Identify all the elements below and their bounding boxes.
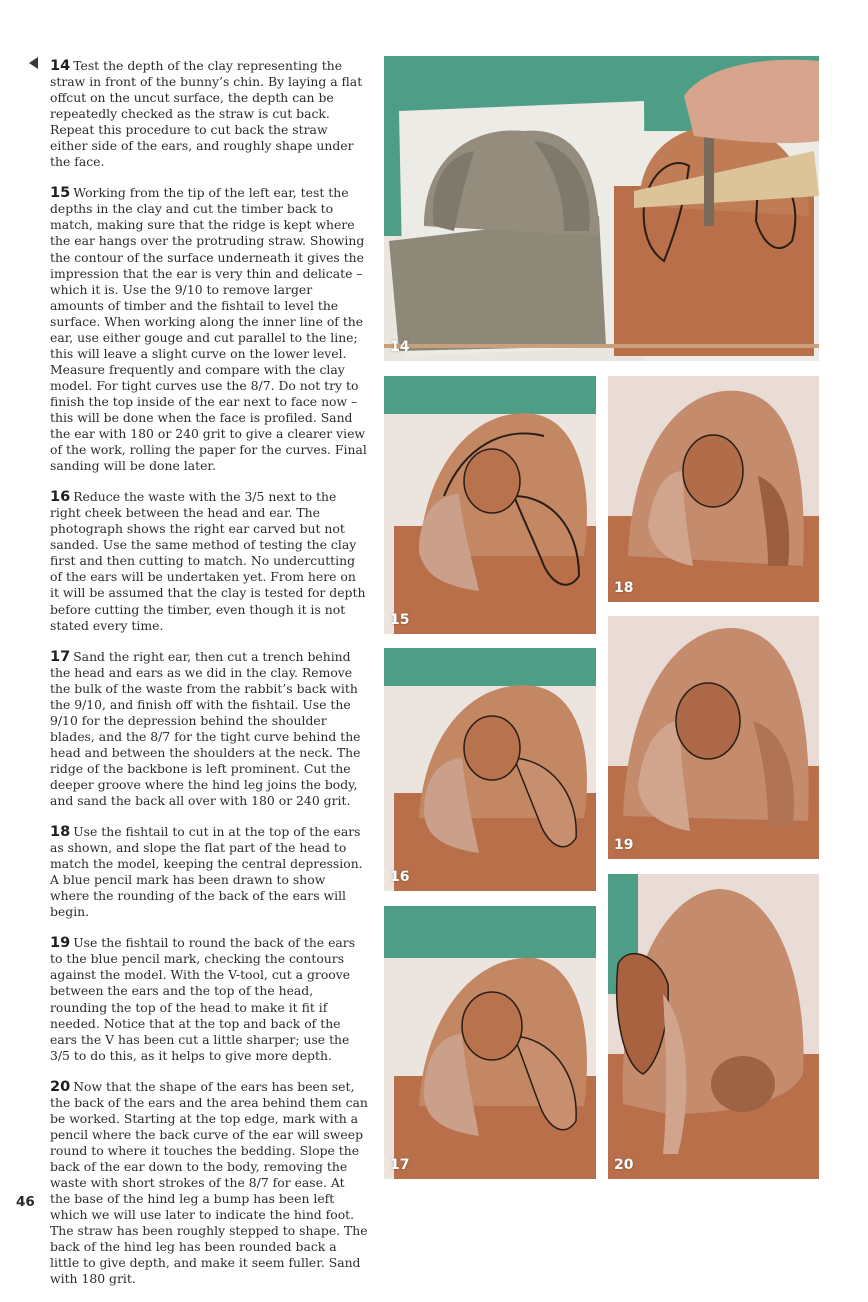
photo-17-illustration	[384, 906, 596, 1179]
step-number: 14	[50, 58, 71, 74]
photo-hind-leg-side-view	[608, 874, 819, 1179]
step-text: Sand the right ear, then cut a trench behind the head and ears as we did in the clay. Remove the bulk of the waste from the rabbit’s back with the 9/10, and finish off with the fishtail. Use the 9/10 for the depression behind the shoulder blades, and the 8/7 for the tight curve behind the head and between the shoulders at the neck. The ridge of the backbone is left prominent. Cut the deeper groove where the hind leg joins the body, and sand the back all over with 180 or 240 grit.	[50, 648, 361, 809]
step-text: Reduce the waste with the 3/5 next to the right cheek between the head and ear. The photograph shows the right ear carved but not sanded. Use the same method of testing the clay first and then cutting to match. No undercutting of the ears will be undertaken yet. From here on it will be assumed that the clay is tested for depth before cutting the timber, even though it is not stated every time.	[50, 489, 366, 633]
step-16	[50, 489, 368, 633]
photo-ears-rounded	[608, 616, 819, 859]
back-arrow-icon[interactable]	[29, 57, 38, 69]
step-18	[50, 824, 368, 920]
step-number: 18	[50, 824, 71, 841]
photo-number: 20	[614, 1157, 634, 1173]
photo-20-illustration	[608, 874, 819, 1179]
photo-14-illustration	[384, 56, 819, 361]
step-text: Use the fishtail to round the back of the ears to the blue pencil mark, checking the contours against the model. With the V-tool, cut a groove between the ears and the top of the head, rounding the top of the head to make it fit if needed. Notice that at the top and back of the ears the V has been cut a little sharper; use the 3/5 to do this, as it helps to give more depth.	[50, 935, 356, 1063]
photo-19-illustration	[608, 616, 819, 859]
step-text: Use the fishtail to cut in at the top of the ears as shown, and slope the flat part of the head to match the model, keeping the central depression. A blue pencil mark has been drawn to show where the rounding of the back of the ears will begin.	[50, 824, 363, 920]
photo-back-waste-removed	[384, 906, 596, 1179]
step-text: Working from the tip of the left ear, test the depths in the clay and cut the timber back to match, making sure that the ridge is kept where the ear hangs over the protruding straw. Showing the contour of the surface underneath it gives the impression that the ear is very thin and delicate – which it is. Use the 9/10 to remove larger amounts of timber and the fishtail to level the surface. When working along the inner line of the ear, use either gouge and cut parallel to the line; this will leave a slight curve on the lower level. Measure frequently and compare with the clay model. For tight curves use the 8/7. Do not try to finish the top inside of the ear next to face now – this will be done when the face is profiled. Sand the ear with 180 or 240 grit to give a clearer view of the work, rolling the paper for the curves. Final sanding will be done later.	[50, 185, 367, 474]
photo-head-sloped	[608, 376, 819, 602]
photo-number: 14	[390, 339, 410, 355]
step-17	[50, 649, 368, 809]
step-number: 17	[50, 648, 71, 665]
step-number: 16	[50, 489, 71, 506]
photo-number: 15	[390, 612, 410, 628]
step-20	[50, 1079, 368, 1288]
step-text: Now that the shape of the ears has been set, the back of the ears and the area behind them can be worked. Starting at the top edge, mark with a pencil where the back curve of the ear will sweep round to where it touches the bedding. Slope the back of the ear down to the body, removing the waste with short strokes of the 8/7 for ease. At the base of the hind leg a bump has been left which we will use later to indicate the hind foot. The straw has been roughly stepped to shape. The back of the hind leg has been rounded back a little to give depth, and make it seem fuller. Sand with 180 grit.	[50, 1078, 368, 1287]
step-number: 20	[50, 1078, 71, 1095]
photo-clay-and-timber	[384, 56, 819, 361]
page-number: 46	[16, 1194, 35, 1210]
photo-number: 18	[614, 580, 634, 596]
step-15	[50, 185, 368, 474]
photo-16-illustration	[384, 648, 596, 891]
photo-number: 19	[614, 837, 634, 853]
step-number: 15	[50, 185, 71, 202]
step-19	[50, 935, 368, 1063]
photo-15-illustration	[384, 376, 596, 634]
step-14	[50, 58, 368, 170]
instructions-column	[50, 58, 368, 1302]
step-text: Test the depth of the clay representing the straw in front of the bunny’s chin. By laying a flat offcut on the uncut surface, the depth can be repeatedly checked as the straw is cut back. Repeat this procedure to cut back the straw either side of the ears, and roughly shape under the face.	[50, 58, 363, 170]
photo-18-illustration	[608, 376, 819, 602]
step-number: 19	[50, 935, 71, 952]
photo-left-ear-carved	[384, 376, 596, 634]
photo-right-ear-carved	[384, 648, 596, 891]
photo-number: 16	[390, 869, 410, 885]
photo-number: 17	[390, 1157, 410, 1173]
